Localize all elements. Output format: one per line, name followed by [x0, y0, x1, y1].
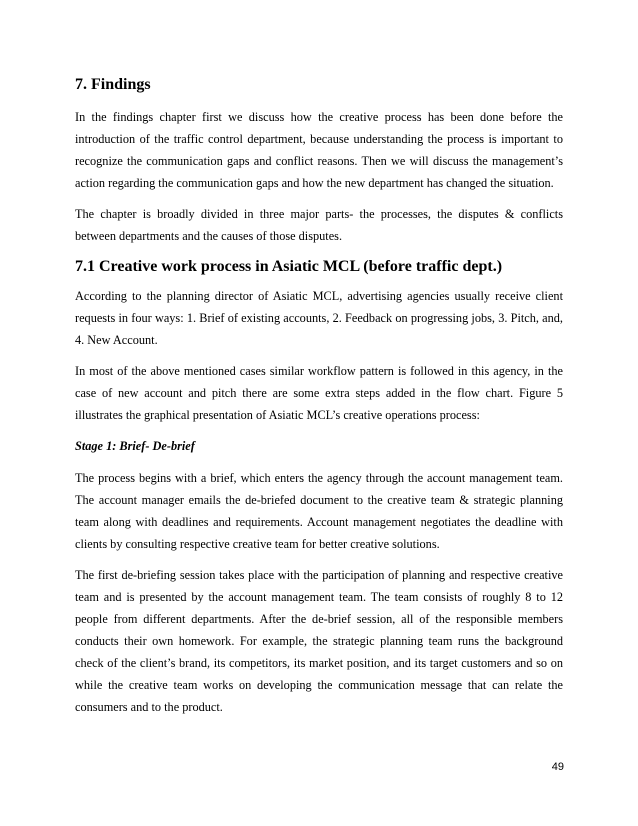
section-paragraph: The chapter is broadly divided in three major parts- the processes, the disputes & conflicts between departments and the causes of those disputes.: [75, 207, 563, 243]
subsection-paragraph: According to the planning director of Asiatic MCL, advertising agencies usually receive client requests in four ways: 1. Brief of existing accounts, 2. Feedback on progressing jobs, 3. Pitch, and, 4. New Account.: [75, 289, 563, 347]
page-number: 49: [551, 761, 564, 773]
section-paragraph: In the findings chapter first we discuss how the creative process has been done before the introduction of the traffic control department, because understanding the process is important to recognize the communication gaps and conflict reasons. Then we will discuss the management’s action regarding the communication gaps and how the new department has changed the situation.: [75, 110, 563, 190]
subsection-paragraph: In most of the above mentioned cases similar workflow pattern is followed in this agency, in the case of new account and pitch there are some extra steps added in the flow chart. Figure 5 illustrates the graphical presentation of Asiatic MCL’s creative operations process:: [75, 364, 563, 422]
stage-heading: Stage 1: Brief- De-brief: [75, 439, 195, 453]
stage-paragraph: The process begins with a brief, which enters the agency through the account management team. The account manager emails the de-briefed document to the creative team & strategic planning team along with deadlines and requirements. Account management negotiates the deadline with clients by consulting respective creative team for better creative solutions.: [75, 471, 563, 551]
section-heading: 7. Findings: [75, 76, 151, 93]
subsection-heading: 7.1 Creative work process in Asiatic MCL (before traffic dept.): [75, 258, 503, 275]
stage-paragraph: The first de-briefing session takes place with the participation of planning and respective creative team and is presented by the account management team. The team consists of roughly 8 to 12 people from different departments. After the de-brief session, all of the responsible members conducts their own homework. For example, the strategic planning team runs the background check of the client’s brand, its competitors, its market position, and its target customers and so on while the creative team works on developing the communication message that can relate the consumers and to the product.: [75, 568, 563, 714]
page-content: [75, 74, 563, 727]
